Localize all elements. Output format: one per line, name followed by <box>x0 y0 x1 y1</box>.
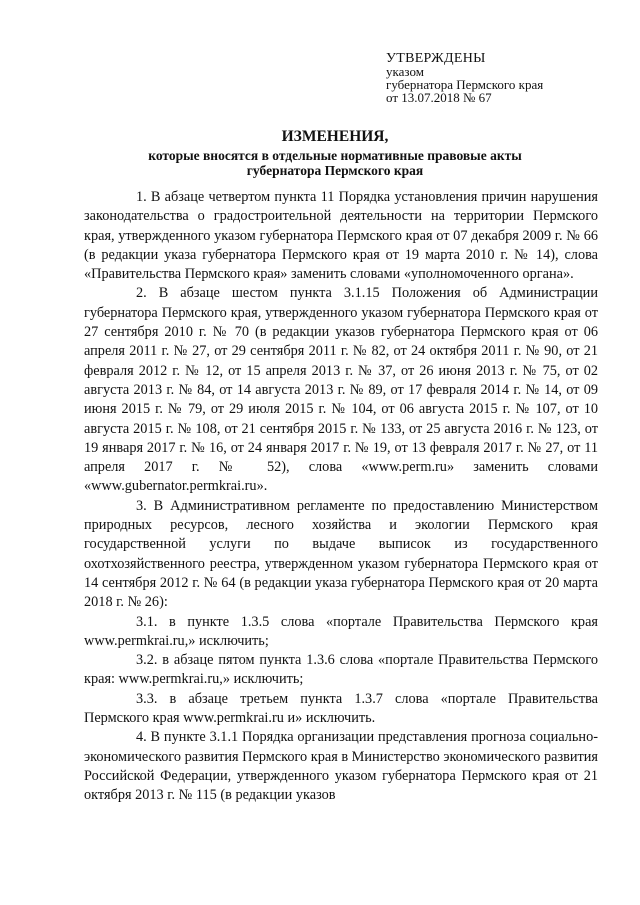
subtitle-line: губернатора Пермского края <box>246 163 424 178</box>
approval-line: губернатора Пермского края <box>386 77 544 92</box>
paragraph-3-1: 3.1. в пункте 1.3.5 слова «портале Правительства Пермского края www.permkrai.ru,» исключить; <box>84 613 598 649</box>
paragraph-2: 2. В абзаце шестом пункта 3.1.15 Положения об Администрации губернатора Пермского края, утвержденного указом губернатора Пермского края от 27 сентября 2010 г. № 70 (в редакции указов губернатора Пермского края от 06 апреля 2011 г. № 27, от 29 сентября 2011 г. № 82, от 24 октября 2011 г. № 90, от 21 февраля 2012 г. № 12, от 15 апреля 2013 г. № 37, от 26 июня 2013 г. № 75, от 02 августа 2013 г. № 84, от 14 августа 2013 г. № 89, от 17 февраля 2014 г. № 14, от 09 июня 2015 г. № 79, от 29 июля 2015 г. № 104, от 06 августа 2015 г. № 107, от 10 августа 2015 г. № 108, от 21 сентября 2015 г. № 133, от 25 августа 2016 г. № 123, от 19 января 2017 г. № 16, от 24 января 2017 г. № 19, от 13 февраля 2017 г. № 27, от 11 апреля 2017 г. № 52), слова «www.perm.ru» заменить словами «www.gubernator.permkrai.ru». <box>84 285 598 495</box>
approval-line: указом <box>386 64 424 79</box>
subtitle-line: которые вносятся в отдельные нормативные правовые акты <box>148 148 522 163</box>
approval-date: от 13.07.2018 № 67 <box>386 90 492 105</box>
paragraph-3: 3. В Административном регламенте по предоставлению Министерством природных ресурсов, лесного хозяйства и экологии Пермского края государственной услуги по выдаче выписок из государственного охотхозяйственного реестра, утвержденном указом губернатора Пермского края от 14 сентября 2012 г. № 64 (в редакции указа губернатора Пермского края от 20 марта 2018 г. № 26): <box>84 497 598 611</box>
paragraph-1: 1. В абзаце четвертом пункта 11 Порядка установления причин нарушения законодательства о градостроительной деятельности на территории Пермского края, утвержденного указом губернатора Пермского края от 07 декабря 2009 г. № 66 (в редакции указа губернатора Пермского края от 19 марта 2010 г. № 14), слова «Правительства Пермского края» заменить словами «уполномоченного органа». <box>84 189 598 283</box>
document-title: ИЗМЕНЕНИЯ, <box>281 128 389 145</box>
paragraph-4: 4. В пункте 3.1.1 Порядка организации представления прогноза социально-экономического развития Пермского края в Министерство экономического развития Российской Федерации, утвержденного указом губернатора Пермского края от 21 октября 2013 г. № 115 (в редакции указов <box>84 729 598 804</box>
document-subtitle <box>0 148 640 178</box>
document-body <box>84 188 598 806</box>
paragraph-3-3: 3.3. в абзаце третьем пункта 1.3.7 слова «портале Правительства Пермского края www.permkrai.ru и» исключить. <box>84 690 598 727</box>
paragraph-3-2: 3.2. в абзаце пятом пункта 1.3.6 слова «портале Правительства Пермского края: www.permkrai.ru,» исключить; <box>84 652 598 688</box>
approval-stamp <box>386 52 543 104</box>
approval-heading: УТВЕРЖДЕНЫ <box>386 51 486 66</box>
